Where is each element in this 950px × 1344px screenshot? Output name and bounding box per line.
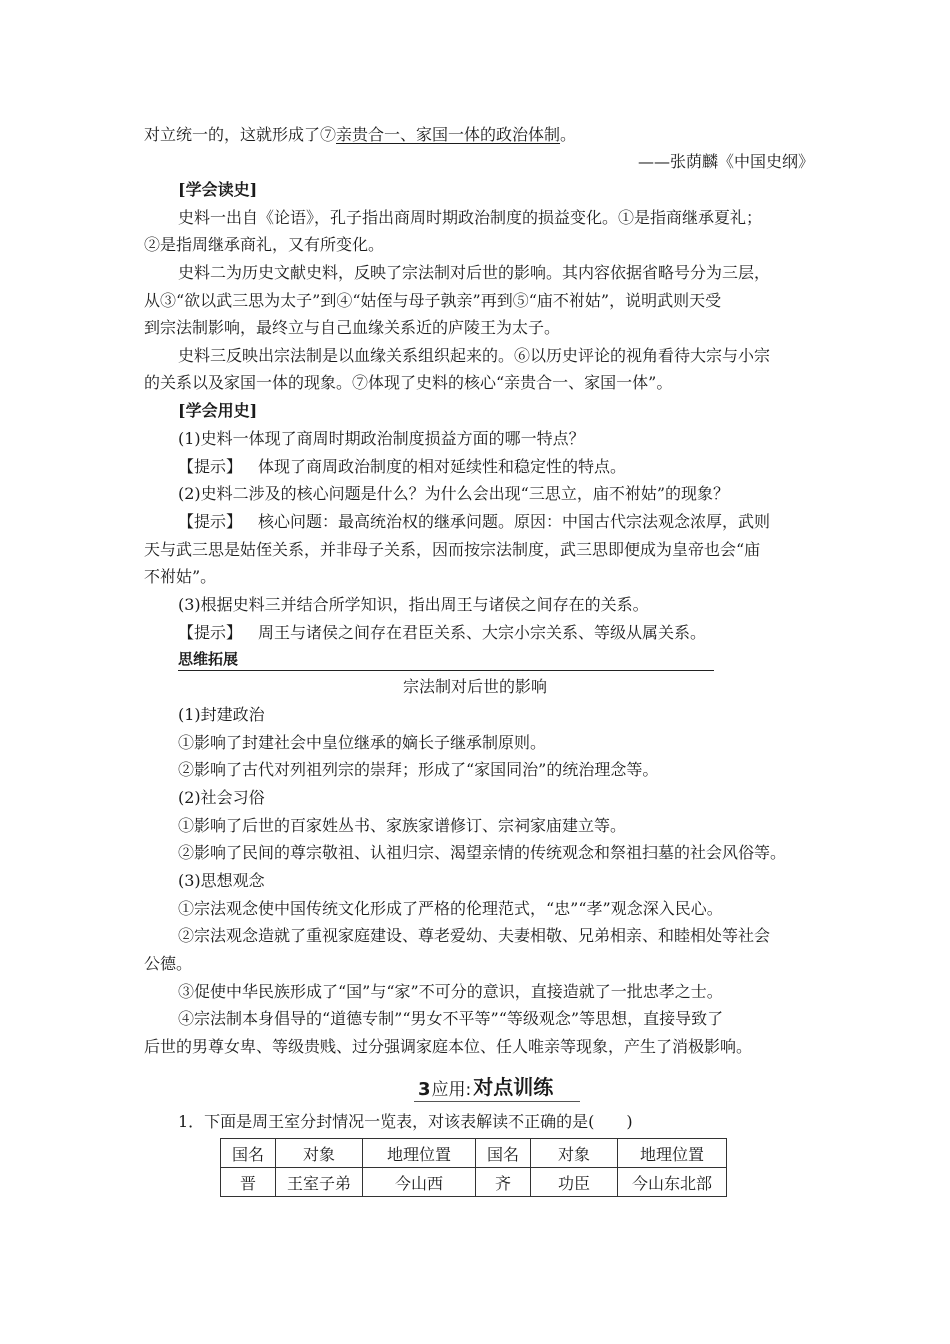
banner-prefix: 应用: xyxy=(431,1080,472,1100)
extension-section: (2)社会习俗 xyxy=(178,788,265,807)
banner-number: 3 xyxy=(418,1079,431,1100)
table-header-cell: 地理位置 xyxy=(618,1139,727,1168)
learn-use-heading: [学会用史] xyxy=(178,401,258,420)
table-row xyxy=(221,1168,727,1197)
answer-2 xyxy=(178,511,770,533)
learn-read-line: 史料三反映出宗法制是以血缘关系组织起来的。⑥以历史评论的视角看待大宗与小宗 xyxy=(178,346,771,365)
table-cell: 晋 xyxy=(221,1168,276,1197)
extension-section: (1)封建政治 xyxy=(178,705,265,724)
extension-heading: 思维拓展 xyxy=(178,648,714,671)
extension-item: ②影响了民间的尊宗敬祖、认祖归宗、渴望亲情的传统观念和祭祖扫墓的社会风俗等。 xyxy=(178,843,787,862)
table-header-cell: 国名 xyxy=(476,1139,531,1168)
learn-read-line: 史料二为历史文献史料，反映了宗法制对后世的影响。其内容依据省略号分为三层， xyxy=(178,263,771,282)
table-header-cell: 对象 xyxy=(531,1139,618,1168)
intro-text: 对立统一的，这就形成了⑦ xyxy=(144,125,337,144)
banner-title: 对点训练 xyxy=(473,1075,554,1099)
answer-3 xyxy=(178,622,706,644)
answer-text: 核心问题：最高统治权的继承问题。原因：中国古代宗法观念浓厚，武则 xyxy=(258,512,771,531)
tip-label: 【提示】 xyxy=(178,512,243,531)
answer-2-continued: 不祔姑”。 xyxy=(144,567,217,586)
table-cell: 今山东北部 xyxy=(618,1168,727,1197)
practice-banner xyxy=(418,1070,553,1100)
learn-read-line: 到宗法制影响，最终立与自己血缘关系近的庐陵王为太子。 xyxy=(144,318,561,337)
table-header-row xyxy=(221,1139,727,1168)
table-cell: 功臣 xyxy=(531,1168,618,1197)
table-cell: 齐 xyxy=(476,1168,531,1197)
answer-text: 体现了商周政治制度的相对延续性和稳定性的特点。 xyxy=(258,457,627,476)
answer-2-continued: 天与武三思是姑侄关系，并非母子关系，因而按宗法制度，武三思即便成为皇帝也会“庙 xyxy=(144,540,761,559)
answer-1 xyxy=(178,456,626,478)
intro-line xyxy=(144,124,576,146)
tip-label: 【提示】 xyxy=(178,457,243,476)
intro-suffix: 。 xyxy=(560,125,577,144)
extension-item: ①宗法观念使中国传统文化形成了严格的伦理范式，“忠”“孝”观念深入民心。 xyxy=(178,899,723,918)
practice-question: 1．下面是周王室分封情况一览表，对该表解读不正确的是( ) xyxy=(178,1112,633,1131)
table-header-cell: 对象 xyxy=(276,1139,363,1168)
extension-title: 宗法制对后世的影响 xyxy=(402,677,547,696)
question-3: (3)根据史料三并结合所学知识，指出周王与诸侯之间存在的关系。 xyxy=(178,595,649,614)
question-2: (2)史料二涉及的核心问题是什么？为什么会出现“三思立，庙不祔姑”的现象？ xyxy=(178,484,730,503)
table-cell: 王室子弟 xyxy=(276,1168,363,1197)
extension-item-continued: 后世的男尊女卑、等级贵贱、过分强调家庭本位、任人唯亲等现象，产生了消极影响。 xyxy=(144,1037,753,1056)
tip-label: 【提示】 xyxy=(178,623,243,642)
learn-read-heading: [学会读史] xyxy=(178,180,258,199)
extension-item: ②影响了古代对列祖列宗的崇拜；形成了“家国同治”的统治理念等。 xyxy=(178,760,659,779)
learn-read-line: 的关系以及家国一体的现象。⑦体现了史料的核心“亲贵合一、家国一体”。 xyxy=(144,373,673,392)
extension-item: ①影响了后世的百家姓丛书、家族家谱修订、宗祠家庙建立等。 xyxy=(178,816,627,835)
extension-item: ①影响了封建社会中皇位继承的嫡长子继承制原则。 xyxy=(178,733,547,752)
enfeoffment-table xyxy=(220,1138,727,1197)
extension-item-continued: 公德。 xyxy=(144,954,193,973)
source-citation: ——张荫麟《中国史纲》 xyxy=(637,152,814,171)
table-header-cell: 国名 xyxy=(221,1139,276,1168)
extension-item: ③促使中华民族形成了“国”与“家”不可分的意识，直接造就了一批忠孝之士。 xyxy=(178,982,723,1001)
extension-item: ②宗法观念造就了重视家庭建设、尊老爱幼、夫妻相敬、兄弟相亲、和睦相处等社会 xyxy=(178,926,771,945)
table-header-cell: 地理位置 xyxy=(363,1139,476,1168)
learn-read-line: 从③“欲以武三思为太子”到④“姑侄与母子孰亲”再到⑤“庙不祔姑”，说明武则天受 xyxy=(144,291,722,310)
learn-read-line: 史料一出自《论语》，孔子指出商周时期政治制度的损益变化。①是指商继承夏礼； xyxy=(178,208,763,227)
banner-underline xyxy=(414,1101,580,1102)
answer-text: 周王与诸侯之间存在君臣关系、大宗小宗关系、等级从属关系。 xyxy=(258,623,707,642)
question-1: (1)史料一体现了商周时期政治制度损益方面的哪一特点？ xyxy=(178,429,585,448)
extension-item: ④宗法制本身倡导的“道德专制”“男女不平等”“等级观念”等思想，直接导致了 xyxy=(178,1009,724,1028)
extension-section: (3)思想观念 xyxy=(178,871,265,890)
learn-read-line: ②是指周继承商礼，又有所变化。 xyxy=(144,235,385,254)
table-cell: 今山西 xyxy=(363,1168,476,1197)
underlined-key-phrase: 亲贵合一、家国一体的政治体制 xyxy=(336,125,561,144)
